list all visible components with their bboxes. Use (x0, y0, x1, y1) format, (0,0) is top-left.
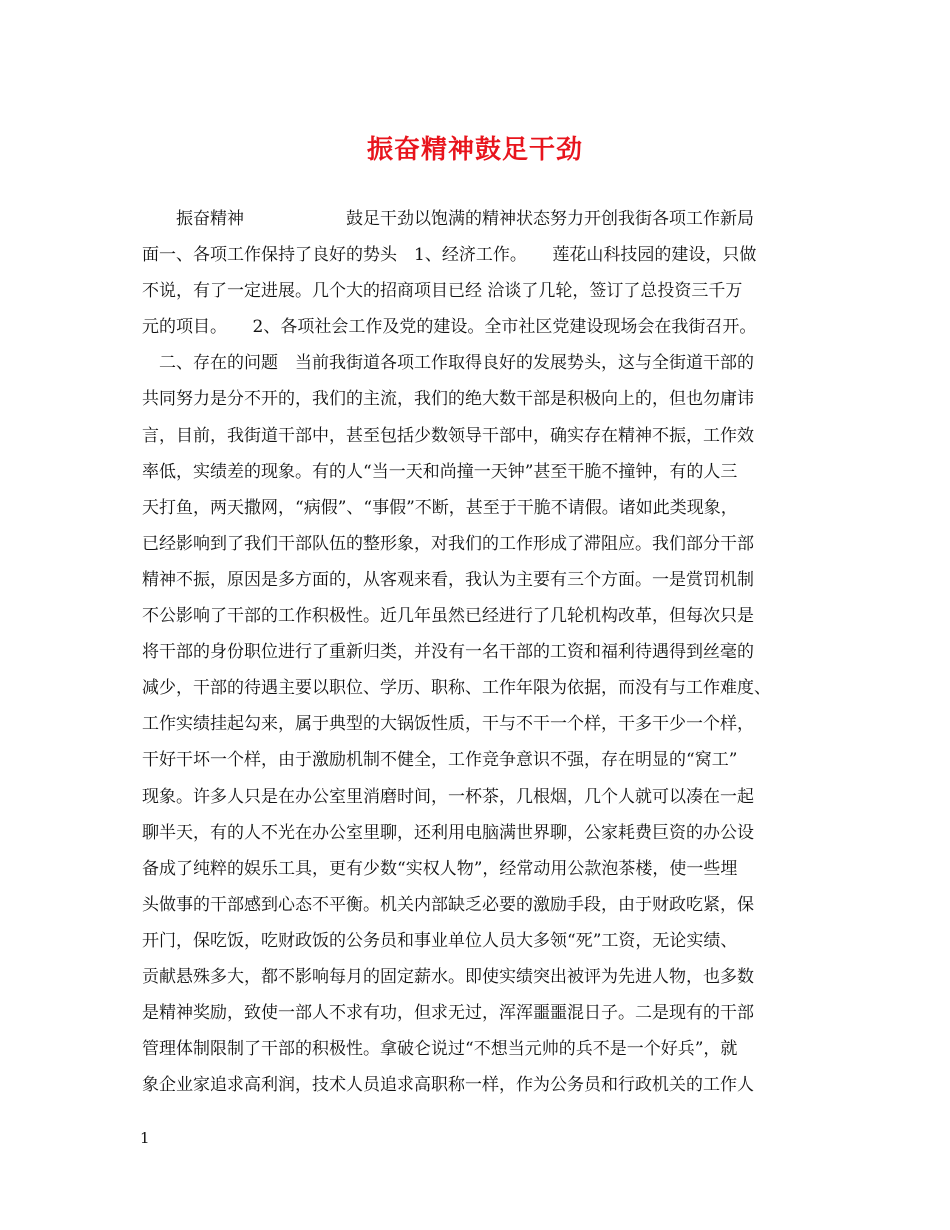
body-line: 元的项目。 2、各项社会工作及党的建设。全市社区党建设现场会在我街召开。 (142, 317, 757, 338)
document-title: 振奋精神鼓足干劲 (366, 135, 583, 165)
body-line: 共同努力是分不开的，我们的主流，我们的绝大数干部是积极向上的，但也勿庸讳 (142, 389, 754, 410)
page-number: 1 (140, 1129, 150, 1147)
body-line: 率低，实绩差的现象。有的人“当一天和尚撞一天钟”甚至干脆不撞钟，有的人三 (142, 461, 738, 482)
body-line: 减少，干部的待遇主要以职位、学历、职称、工作年限为依据，而没有与工作难度、 (142, 678, 771, 699)
body-line: 备成了纯粹的娱乐工具，更有少数“实权人物”，经常动用公款泡茶楼，使一些埋 (142, 858, 738, 879)
body-line: 将干部的身份职位进行了重新归类，并没有一名干部的工资和福利待遇得到丝毫的 (142, 642, 754, 663)
body-line: 言，目前，我街道干部中，甚至包括少数领导干部中，确实存在精神不振，工作效 (142, 425, 754, 446)
body-line: 面一、各项工作保持了良好的势头 1、经济工作。 莲花山科技园的建设，只做 (142, 245, 757, 266)
body-line: 聊半天，有的人不光在办公室里聊，还利用电脑满世界聊，公家耗费巨资的办公设 (142, 822, 754, 843)
body-line: 头做事的干部感到心态不平衡。机关内部缺乏必要的激励手段，由于财政吃紧，保 (142, 894, 754, 915)
body-line: 开门，保吃饭，吃财政饭的公务员和事业单位人员大多领“死”工资，无论实绩、 (142, 930, 738, 951)
body-line: 不说，有了一定进展。几个大的招商项目已经 洽谈了几轮，签订了总投资三千万 (142, 281, 743, 302)
body-line: 工作实绩挂起勾来，属于典型的大锅饭性质，干与不干一个样，干多干少一个样， (142, 714, 754, 735)
body-line: 二、存在的问题 当前我街道各项工作取得良好的发展势头，这与全街道干部的 (142, 353, 754, 374)
body-line: 是精神奖励，致使一部人不求有功，但求无过，浑浑噩噩混日子。二是现有的干部 (142, 1003, 754, 1024)
body-line: 振奋精神 鼓足干劲以饱满的精神状态努力开创我街各项工作新局 (142, 209, 754, 229)
body-line: 象企业家追求高利润，技术人员追求高职称一样，作为公务员和行政机关的工作人 (142, 1075, 754, 1096)
document-body (142, 201, 810, 1103)
body-line: 已经影响到了我们干部队伍的整形象，对我们的工作形成了滞阻应。我们部分干部 (142, 533, 754, 554)
body-line: 贡献悬殊多大，都不影响每月的固定薪水。即使实绩突出被评为先进人物，也多数 (142, 966, 754, 987)
body-line: 不公影响了干部的工作积极性。近几年虽然已经进行了几轮机构改革，但每次只是 (142, 606, 754, 627)
body-line: 干好干坏一个样，由于激励机制不健全，工作竞争意识不强，存在明显的“窝工” (142, 750, 738, 771)
body-line: 现象。许多人只是在办公室里消磨时间，一杯茶，几根烟，几个人就可以凑在一起 (142, 786, 754, 807)
body-line: 精神不振，原因是多方面的，从客观来看，我认为主要有三个方面。一是赏罚机制 (142, 569, 754, 590)
body-line: 管理体制限制了干部的积极性。拿破仑说过“不想当元帅的兵不是一个好兵”，就 (142, 1039, 738, 1060)
body-line: 天打鱼，两天撒网，“病假”、“事假”不断，甚至于干脆不请假。诸如此类现象， (142, 497, 738, 518)
